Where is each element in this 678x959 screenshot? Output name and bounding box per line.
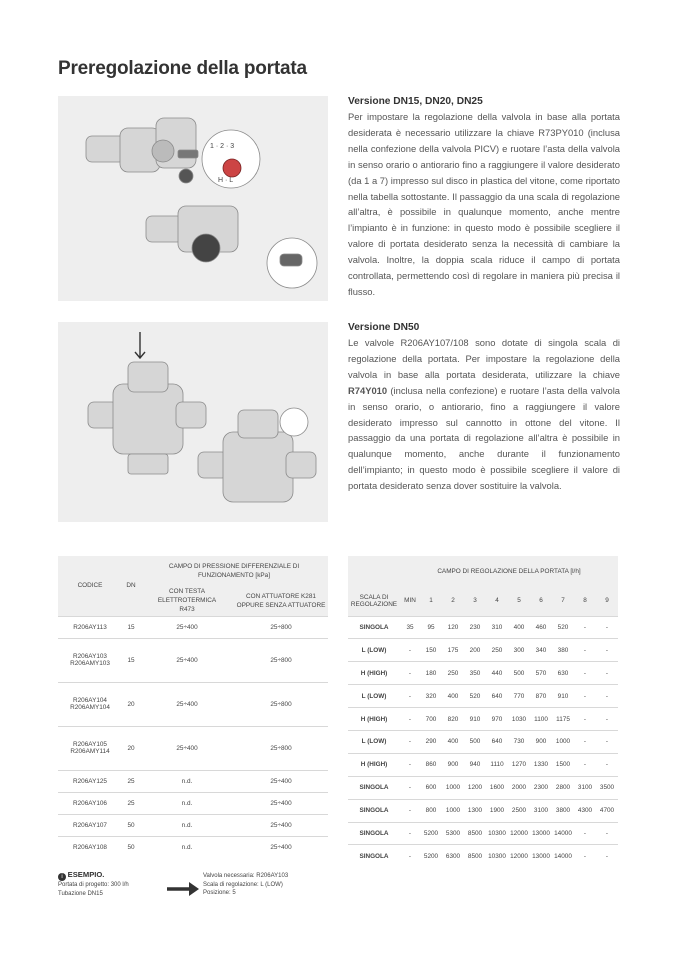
table-cell-att: 25÷800 <box>234 616 328 638</box>
table-cell-testa: n.d. <box>140 792 234 814</box>
flow-value-cell: 400 <box>508 616 530 639</box>
example-scale: Scala di regolazione: L (LOW) <box>203 881 283 888</box>
flow-value-cell: 630 <box>552 662 574 685</box>
table-cell-att: 25÷400 <box>234 792 328 814</box>
flow-value-cell: 570 <box>530 662 552 685</box>
flow-value-cell: - <box>400 662 420 685</box>
table-cell-dn: 25 <box>122 770 140 792</box>
flow-value-cell: 1110 <box>486 753 508 776</box>
flow-value-cell: 1030 <box>508 708 530 731</box>
table-row <box>58 726 328 770</box>
flow-value-cell: - <box>574 730 596 753</box>
flow-value-cell: 520 <box>552 616 574 639</box>
valve-dn15-illustration <box>58 96 328 301</box>
scale-cell: SINGOLA <box>348 616 400 639</box>
col-position-header: 1 <box>429 597 433 605</box>
flow-value-cell: 5200 <box>420 845 442 867</box>
flow-value-cell: 800 <box>420 799 442 822</box>
flow-value-cell: 940 <box>464 753 486 776</box>
flow-value-cell: 640 <box>486 730 508 753</box>
flow-value-cell: 1600 <box>486 776 508 799</box>
table-cell-code: R206AY113 <box>58 616 122 638</box>
flow-value-cell: 500 <box>508 662 530 685</box>
table-row <box>348 616 618 639</box>
flow-value-cell: - <box>574 753 596 776</box>
flow-value-cell: 730 <box>508 730 530 753</box>
flow-value-cell: 440 <box>486 662 508 685</box>
col-position-header: 7 <box>561 597 565 605</box>
flow-value-cell: 870 <box>530 685 552 708</box>
table-row <box>58 682 328 726</box>
table-row <box>58 836 328 858</box>
svg-text:1 · 2 · 3: 1 · 2 · 3 <box>210 143 235 150</box>
flow-value-cell: 8500 <box>464 845 486 867</box>
table-cell-att: 25÷800 <box>234 726 328 770</box>
section-dn15-body: Per impostare la regolazione della valvola in base alla portata desiderata è necessario utilizzare la chiave R73PY010 (inclusa nella confezione della valvola PICV) e ruotare l’asta della valvola in senso orario o antiorario fino a raggiungere il valore desiderato (da 1 a 7) impresso sul disco in plastica del vitone, come riportato nella tabella sottostante. Il passaggio da una scala di regolazione all’altra, è possibile in qualunque momento, anche mentre l’impianto è in funzione: in questo modo è possibile scegliere il valore di portata desiderato senza la necessità di cambiare la valvola. Inoltre, la doppia scala riduce il campo di portata controllata, permettendo così di regolare in maniera più precisa il flusso. <box>348 111 621 297</box>
flow-value-cell: 1175 <box>552 708 574 731</box>
flow-value-cell: 1300 <box>464 799 486 822</box>
flow-value-cell: - <box>574 616 596 639</box>
col-position-header: 8 <box>583 597 587 605</box>
table-row <box>58 814 328 836</box>
flow-value-cell: 1000 <box>442 799 464 822</box>
scale-cell: H (HIGH) <box>348 662 400 685</box>
flow-value-cell: 10300 <box>486 845 508 867</box>
flow-value-cell: 10300 <box>486 822 508 845</box>
table-cell-att: 25÷400 <box>234 770 328 792</box>
flow-value-cell: 310 <box>486 616 508 639</box>
flow-value-cell: 4700 <box>596 799 618 822</box>
flow-value-cell: 640 <box>486 685 508 708</box>
table-row <box>348 708 618 731</box>
flow-value-cell: - <box>574 845 596 867</box>
flow-value-cell: 13000 <box>530 845 552 867</box>
flow-value-cell: - <box>596 616 618 639</box>
flow-value-cell: 460 <box>530 616 552 639</box>
flow-value-cell: 35 <box>400 616 420 639</box>
flow-value-cell: - <box>400 799 420 822</box>
flow-value-cell: 230 <box>464 616 486 639</box>
flow-value-cell: - <box>574 708 596 731</box>
flow-value-cell: - <box>574 685 596 708</box>
flow-value-cell: 500 <box>464 730 486 753</box>
flow-value-cell: - <box>596 845 618 867</box>
table-row <box>348 845 618 867</box>
col-pressure-group-header: CAMPO DI PRESSIONE DIFFERENZIALE DI FUNZIONAMENTO [kPa] <box>168 563 300 579</box>
scale-cell: H (HIGH) <box>348 708 400 731</box>
col-scale-header: SCALA DI REGOLAZIONE <box>350 593 398 608</box>
col-position-header: 4 <box>495 597 499 605</box>
flow-value-cell: 3100 <box>574 776 596 799</box>
flow-value-cell: 1500 <box>552 753 574 776</box>
flow-value-cell: - <box>400 753 420 776</box>
flow-value-cell: 3500 <box>596 776 618 799</box>
flow-value-cell: 120 <box>442 616 464 639</box>
table-cell-testa: 25÷400 <box>140 726 234 770</box>
table-row <box>348 799 618 822</box>
col-empty-header <box>348 556 400 586</box>
flow-value-cell: 2500 <box>508 799 530 822</box>
flow-value-cell: - <box>400 730 420 753</box>
table-cell-testa: n.d. <box>140 836 234 858</box>
section-dn15-text <box>348 94 620 300</box>
flow-value-cell: 150 <box>420 639 442 662</box>
flow-value-cell: 95 <box>420 616 442 639</box>
table-cell-dn: 20 <box>122 682 140 726</box>
scale-cell: SINGOLA <box>348 776 400 799</box>
flow-value-cell: - <box>574 662 596 685</box>
valve-dn50-illustration <box>58 322 328 522</box>
flow-value-cell: - <box>596 685 618 708</box>
scale-cell: SINGOLA <box>348 799 400 822</box>
example-pipe: Tubazione DN15 <box>58 890 103 897</box>
flow-value-cell: 200 <box>464 639 486 662</box>
flow-value-cell: 180 <box>420 662 442 685</box>
col-position-header: MIN <box>404 597 416 605</box>
table-cell-dn: 20 <box>122 726 140 770</box>
flow-value-cell: 14000 <box>552 822 574 845</box>
example-block <box>58 871 129 898</box>
flow-value-cell: 250 <box>442 662 464 685</box>
col-position-header: 2 <box>451 597 455 605</box>
table-cell-code: R206AY104 R206AMY104 <box>58 682 122 726</box>
flow-value-cell: 820 <box>442 708 464 731</box>
flow-value-cell: - <box>400 685 420 708</box>
table-cell-att: 25÷400 <box>234 814 328 836</box>
flow-value-cell: 2300 <box>530 776 552 799</box>
flow-value-cell: 3800 <box>552 799 574 822</box>
flow-value-cell: - <box>596 662 618 685</box>
col-position-header: 5 <box>517 597 521 605</box>
flow-value-cell: 860 <box>420 753 442 776</box>
table-cell-code: R206AY105 R206AMY114 <box>58 726 122 770</box>
flow-value-cell: 12000 <box>508 822 530 845</box>
flow-value-cell: 910 <box>552 685 574 708</box>
table-row <box>58 770 328 792</box>
flow-value-cell: 1100 <box>530 708 552 731</box>
flow-value-cell: 13000 <box>530 822 552 845</box>
scale-cell: L (LOW) <box>348 685 400 708</box>
svg-text:H · L: H · L <box>218 177 234 184</box>
table-cell-testa: n.d. <box>140 814 234 836</box>
pressure-range-table <box>58 556 328 858</box>
flow-value-cell: 350 <box>464 662 486 685</box>
flow-value-cell: 12000 <box>508 845 530 867</box>
flow-value-cell: - <box>596 753 618 776</box>
flow-value-cell: 4300 <box>574 799 596 822</box>
flow-value-cell: 5300 <box>442 822 464 845</box>
col-flow-group-header: CAMPO DI REGOLAZIONE DELLA PORTATA [l/h] <box>437 567 581 575</box>
scale-cell: H (HIGH) <box>348 753 400 776</box>
table-cell-code: R206AY125 <box>58 770 122 792</box>
flow-value-cell: 2000 <box>508 776 530 799</box>
table-cell-code: R206AY106 <box>58 792 122 814</box>
table-cell-testa: n.d. <box>140 770 234 792</box>
table-row <box>348 753 618 776</box>
col-testa-header: CON TESTA ELETTROTERMICA R473 <box>157 588 217 614</box>
page-title: Preregolazione della portata <box>58 58 307 79</box>
table-cell-att: 25÷800 <box>234 682 328 726</box>
flow-value-cell: 1000 <box>442 776 464 799</box>
table-cell-att: 25÷800 <box>234 638 328 682</box>
table-cell-att: 25÷400 <box>234 836 328 858</box>
flow-value-cell: 250 <box>486 639 508 662</box>
flow-value-cell: 2800 <box>552 776 574 799</box>
table-row <box>348 822 618 845</box>
table-cell-dn: 15 <box>122 616 140 638</box>
flow-value-cell: - <box>400 639 420 662</box>
key-code: R74Y010 <box>348 384 388 396</box>
example-label: ESEMPIO. <box>67 870 105 879</box>
col-code-header: CODICE <box>77 582 103 590</box>
flow-value-cell: 1270 <box>508 753 530 776</box>
info-icon: i <box>58 873 66 881</box>
flow-value-cell: 6300 <box>442 845 464 867</box>
section-dn50-heading: Versione DN50 <box>348 322 420 333</box>
flow-value-cell: 175 <box>442 639 464 662</box>
flow-range-table <box>348 556 618 867</box>
flow-value-cell: 1200 <box>464 776 486 799</box>
flow-value-cell: 1900 <box>486 799 508 822</box>
flow-value-cell: 520 <box>464 685 486 708</box>
col-dn-header: DN <box>126 582 136 590</box>
table-cell-code: R206AY107 <box>58 814 122 836</box>
flow-value-cell: - <box>596 730 618 753</box>
table-cell-dn: 50 <box>122 836 140 858</box>
table-cell-testa: 25÷400 <box>140 616 234 638</box>
flow-value-cell: - <box>596 708 618 731</box>
table-row <box>348 662 618 685</box>
flow-value-cell: 910 <box>464 708 486 731</box>
table-cell-dn: 50 <box>122 814 140 836</box>
flow-value-cell: 700 <box>420 708 442 731</box>
section-dn50-text <box>348 320 620 494</box>
scale-cell: L (LOW) <box>348 639 400 662</box>
table-cell-testa: 25÷400 <box>140 638 234 682</box>
flow-value-cell: 8500 <box>464 822 486 845</box>
example-result <box>203 872 288 898</box>
flow-value-cell: - <box>596 639 618 662</box>
table-row <box>58 616 328 638</box>
scale-cell: L (LOW) <box>348 730 400 753</box>
flow-value-cell: 1330 <box>530 753 552 776</box>
example-position: Posizione: 5 <box>203 890 236 897</box>
table-row <box>348 685 618 708</box>
table-cell-code: R206AY103 R206AMY103 <box>58 638 122 682</box>
flow-value-cell: 290 <box>420 730 442 753</box>
flow-value-cell: - <box>400 822 420 845</box>
flow-value-cell: 5200 <box>420 822 442 845</box>
section-dn50-body: Le valvole R206AY107/108 sono dotate di singola scala di regolazione della portata. Per impostare la regolazione della valvola in base alla portata desiderata, utilizzare la chiave R74Y010 (inclusa nella confezione) e ruotare l’asta della valvola in senso orario, o antiorario, fino a raggiungere il valore desiderato impresso sul cannotto in ottone del vitone. Il passaggio da una portata di regolazione all’altra è possibile in qualunque momento, anche durante il funzionamento dell’impianto; in questo modo è possibile scegliere il valore di portata desiderato senza dover sostituire la valvola. <box>348 337 620 492</box>
flow-value-cell: 900 <box>442 753 464 776</box>
flow-value-cell: - <box>400 708 420 731</box>
example-valve: Valvola necessaria: R206AY103 <box>203 873 289 879</box>
flow-value-cell: - <box>400 845 420 867</box>
flow-value-cell: 14000 <box>552 845 574 867</box>
flow-value-cell: 320 <box>420 685 442 708</box>
flow-value-cell: 340 <box>530 639 552 662</box>
table-row <box>348 776 618 799</box>
flow-value-cell: 400 <box>442 685 464 708</box>
table-cell-testa: 25÷400 <box>140 682 234 726</box>
flow-value-cell: - <box>596 822 618 845</box>
flow-value-cell: - <box>574 639 596 662</box>
col-position-header: 3 <box>473 597 477 605</box>
col-position-header: 9 <box>605 597 609 605</box>
example-flow: Portata di progetto: 300 l/h <box>58 882 129 888</box>
flow-value-cell: 380 <box>552 639 574 662</box>
flow-value-cell: 1000 <box>552 730 574 753</box>
scale-cell: SINGOLA <box>348 822 400 845</box>
table-row <box>58 638 328 682</box>
scale-cell: SINGOLA <box>348 845 400 867</box>
flow-value-cell: 400 <box>442 730 464 753</box>
flow-value-cell: 900 <box>530 730 552 753</box>
flow-value-cell: 970 <box>486 708 508 731</box>
table-cell-code: R206AY108 <box>58 836 122 858</box>
flow-value-cell: - <box>574 822 596 845</box>
table-row <box>58 792 328 814</box>
table-row <box>348 639 618 662</box>
col-attuatore-header: CON ATTUATORE K281 OPPURE SENZA ATTUATORE <box>236 592 326 609</box>
table-cell-dn: 15 <box>122 638 140 682</box>
table-row <box>348 730 618 753</box>
flow-value-cell: 300 <box>508 639 530 662</box>
flow-value-cell: - <box>400 776 420 799</box>
arrow-right-icon <box>167 880 201 898</box>
flow-value-cell: 770 <box>508 685 530 708</box>
col-position-header: 6 <box>539 597 543 605</box>
section-dn15-heading: Versione DN15, DN20, DN25 <box>348 96 483 107</box>
table-cell-dn: 25 <box>122 792 140 814</box>
flow-value-cell: 600 <box>420 776 442 799</box>
flow-value-cell: 3100 <box>530 799 552 822</box>
